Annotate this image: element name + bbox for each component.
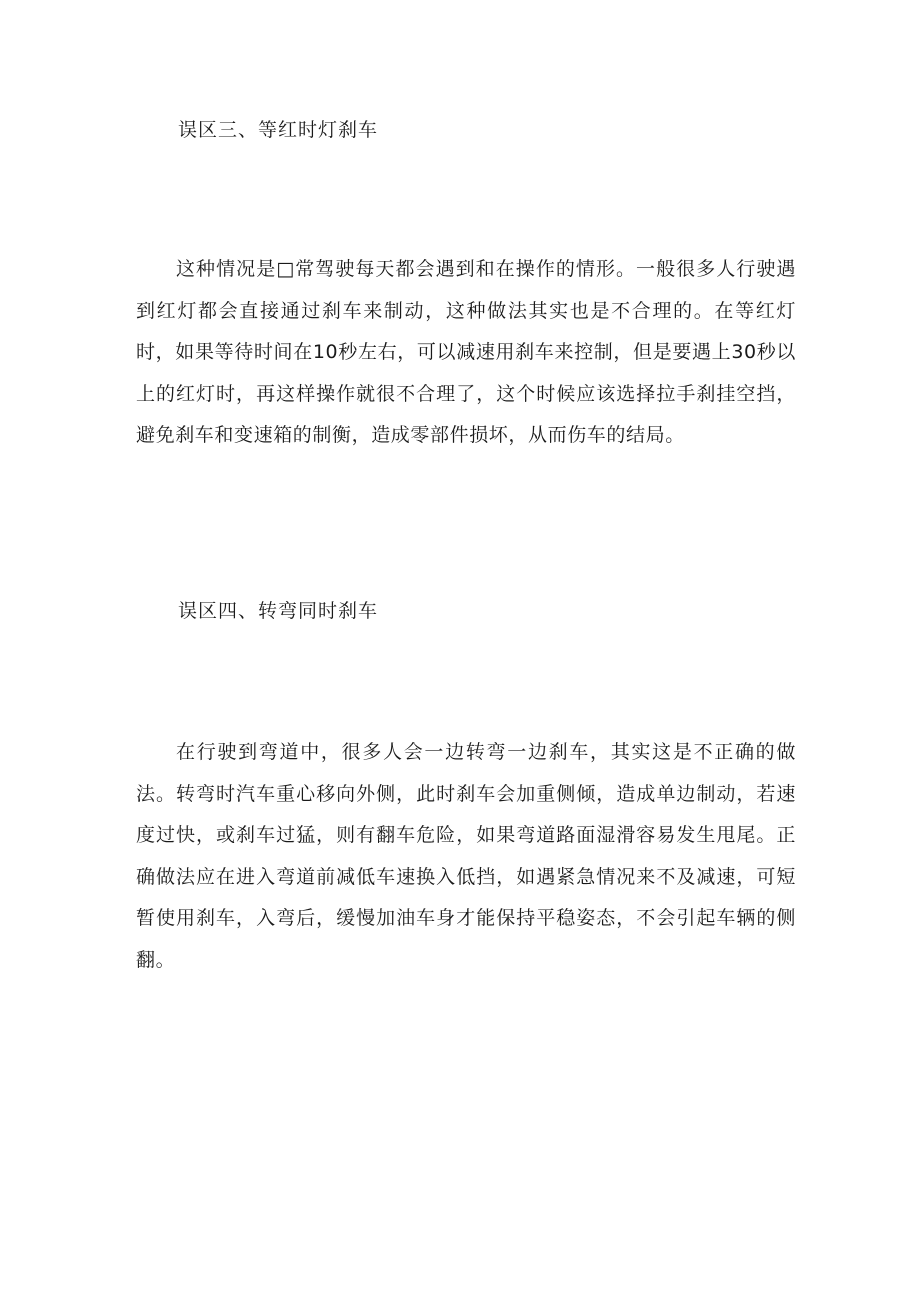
section-heading: 误区四、转弯同时刹车 [178,600,379,622]
section-heading: 误区三、等红时灯刹车 [178,119,379,141]
section-paragraph: 这种情况是□常驾驶每天都会遇到和在操作的情形。一般很多人行驶遇到红灯都会直接通过刹车来制动，这种做法其实也是不合理的。在等红灯时，如果等待时间在10秒左右，可以减速用刹车来控制，但是要遇上30秒以上的红灯时，再这样操作就很不合理了，这个时候应该选择拉手刹挂空挡，避免刹车和变速箱的制衡，造成零部件损坏，从而伤车的结局。 [136,258,796,446]
section-paragraph: 在行驶到弯道中，很多人会一边转弯一边刹车，其实这是不正确的做法。转弯时汽车重心移向外侧，此时刹车会加重侧倾，造成单边制动，若速度过快，或刹车过猛，则有翻车危险，如果弯道路面湿滑容易发生甩尾。正确做法应在进入弯道前减低车速换入低挡，如遇紧急情况来不及减速，可短暂使用刹车，入弯后，缓慢加油车身才能保持平稳姿态，不会引起车辆的侧翻。 [136,741,796,971]
